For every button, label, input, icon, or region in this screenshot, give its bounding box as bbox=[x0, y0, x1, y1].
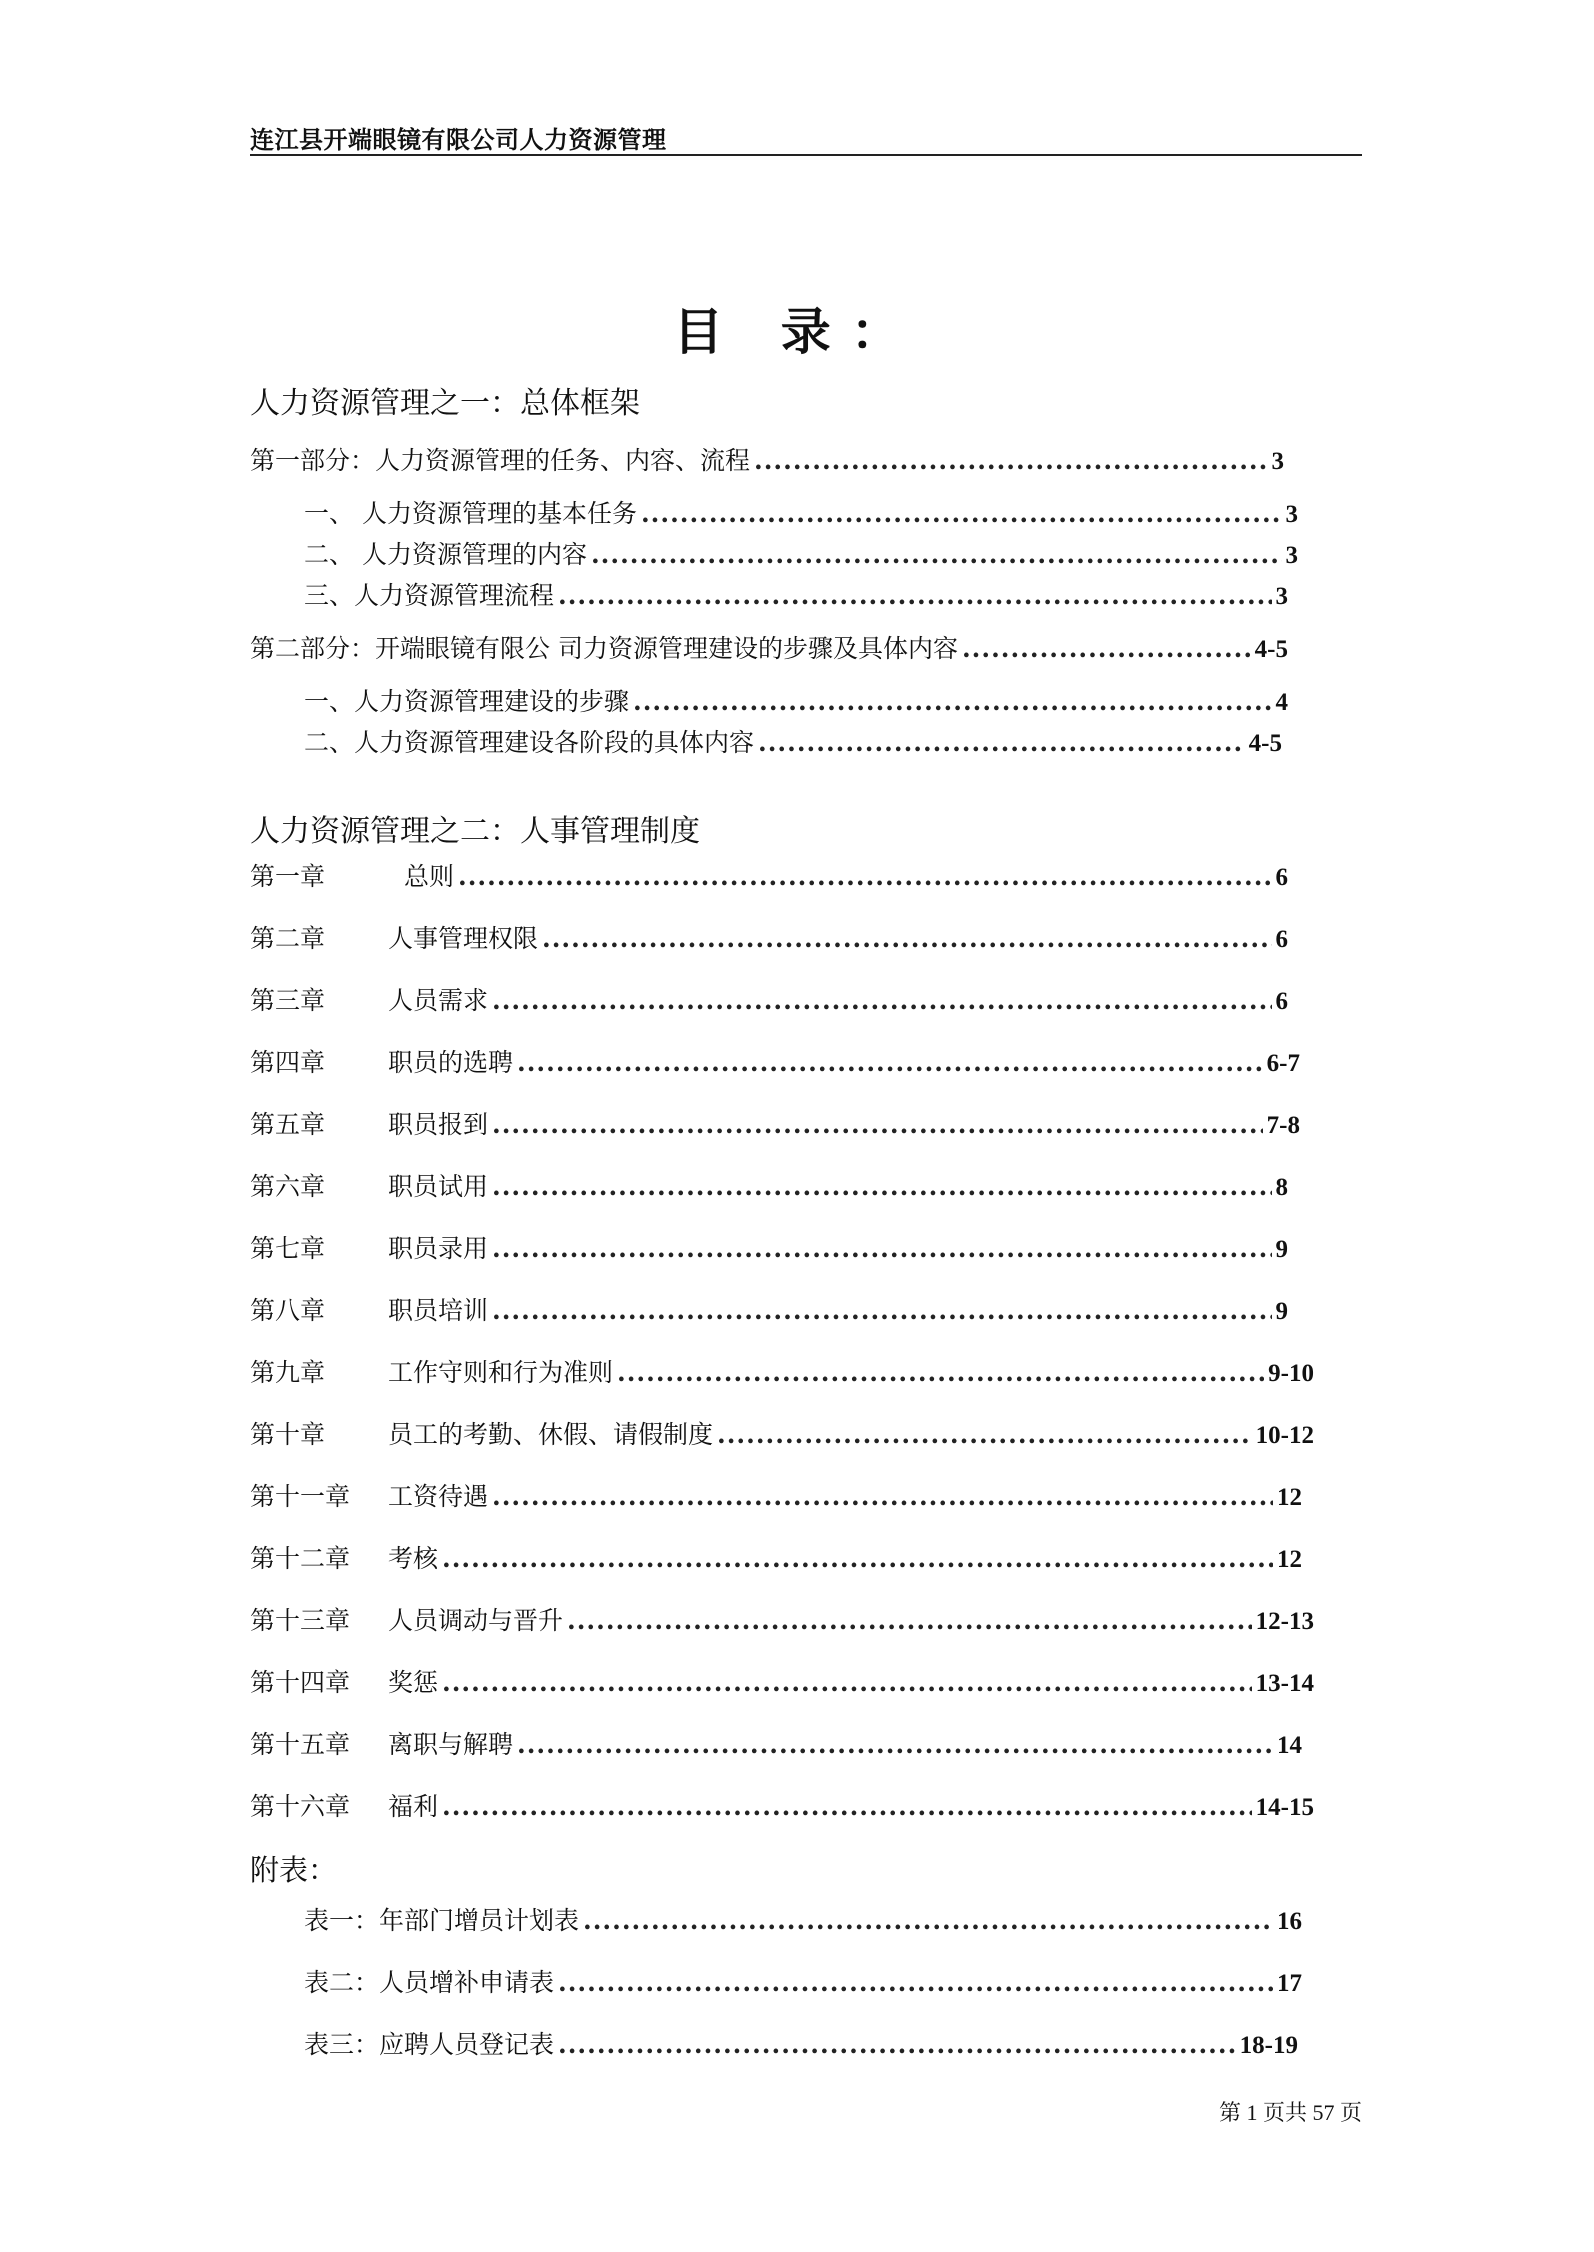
toc-entry-label: 第二部分：开端眼镜有限公 司力资源管理建设的步骤及具体内容 bbox=[250, 634, 958, 663]
toc-entry-page: 4-5 bbox=[1254, 636, 1288, 663]
chapter-number: 第七章 bbox=[250, 1234, 326, 1263]
chapter-entry[interactable] bbox=[250, 1232, 1288, 1266]
dot-leader bbox=[517, 1046, 1263, 1080]
chapter-title: 工资待遇 bbox=[388, 1482, 489, 1511]
dot-leader bbox=[458, 860, 1271, 894]
chapter-entry[interactable] bbox=[250, 860, 1288, 894]
chapter-number: 第五章 bbox=[250, 1110, 326, 1139]
dot-leader bbox=[492, 1108, 1263, 1142]
dot-leader bbox=[754, 444, 1267, 478]
toc-title: 目 录： bbox=[673, 302, 921, 361]
dot-leader bbox=[758, 726, 1245, 760]
dot-leader bbox=[542, 922, 1271, 956]
chapter-number: 第一章 bbox=[250, 862, 326, 891]
chapter-number: 第十章 bbox=[250, 1420, 326, 1449]
dot-leader bbox=[567, 1604, 1252, 1638]
dot-leader bbox=[492, 1480, 1273, 1514]
dot-leader bbox=[442, 1542, 1273, 1576]
dot-leader bbox=[442, 1666, 1252, 1700]
dot-leader bbox=[558, 579, 1271, 613]
dot-leader bbox=[492, 1294, 1271, 1328]
chapter-entry[interactable] bbox=[250, 1480, 1302, 1514]
chapter-page: 9 bbox=[1275, 1236, 1288, 1263]
chapter-title: 职员录用 bbox=[388, 1234, 489, 1263]
chapter-entry[interactable] bbox=[250, 1604, 1314, 1638]
page-header bbox=[250, 118, 1362, 156]
chapter-entry-label bbox=[250, 1108, 488, 1142]
chapter-page: 6 bbox=[1275, 926, 1288, 953]
part1-heading: 人力资源管理之一：总体框架 bbox=[250, 386, 640, 421]
chapter-number: 第八章 bbox=[250, 1296, 326, 1325]
toc-entry[interactable] bbox=[250, 632, 1288, 666]
chapter-entry[interactable] bbox=[250, 1294, 1288, 1328]
chapter-entry-label bbox=[250, 1170, 488, 1204]
toc-entry-label: 一、人力资源管理建设的步骤 bbox=[304, 687, 630, 716]
chapter-page: 10-12 bbox=[1255, 1422, 1314, 1449]
dot-leader bbox=[558, 2028, 1236, 2062]
chapter-page: 8 bbox=[1275, 1174, 1288, 1201]
chapter-entry-label bbox=[250, 1294, 488, 1328]
dot-leader bbox=[558, 1966, 1273, 2000]
toc-entry[interactable] bbox=[304, 579, 1288, 613]
toc-entry[interactable] bbox=[304, 726, 1282, 760]
chapter-entry[interactable] bbox=[250, 1790, 1314, 1824]
toc-entry-page: 3 bbox=[1271, 448, 1284, 475]
chapter-entry-label bbox=[250, 1418, 713, 1452]
chapter-title: 职员试用 bbox=[388, 1172, 489, 1201]
dot-leader bbox=[717, 1418, 1252, 1452]
chapter-number: 第十一章 bbox=[250, 1482, 351, 1511]
chapter-number: 第十三章 bbox=[250, 1606, 351, 1635]
appendix-entry-label: 表三：应聘人员登记表 bbox=[304, 2030, 555, 2059]
chapter-title: 职员的选聘 bbox=[388, 1048, 514, 1077]
dot-leader bbox=[492, 1232, 1271, 1266]
dot-leader bbox=[641, 497, 1282, 531]
chapter-page: 12-13 bbox=[1255, 1608, 1314, 1635]
chapter-entry[interactable] bbox=[250, 1418, 1314, 1452]
chapter-entry[interactable] bbox=[250, 1170, 1288, 1204]
chapter-title: 福利 bbox=[388, 1792, 439, 1821]
chapter-entry-label bbox=[250, 984, 488, 1018]
chapter-page: 6-7 bbox=[1266, 1050, 1300, 1077]
chapter-entry[interactable] bbox=[250, 1356, 1314, 1390]
chapter-number: 第三章 bbox=[250, 986, 326, 1015]
chapter-title: 人员需求 bbox=[388, 986, 489, 1015]
toc-entry-label: 三、人力资源管理流程 bbox=[304, 581, 555, 610]
chapter-number: 第六章 bbox=[250, 1172, 326, 1201]
chapter-entry-label bbox=[250, 1356, 613, 1390]
chapter-page: 6 bbox=[1275, 988, 1288, 1015]
toc-entry-label: 第一部分：人力资源管理的任务、内容、流程 bbox=[250, 446, 751, 475]
toc-entry[interactable] bbox=[250, 444, 1284, 478]
appendix-entry-page: 16 bbox=[1277, 1908, 1302, 1935]
chapter-page: 6 bbox=[1275, 864, 1288, 891]
chapter-page: 12 bbox=[1277, 1484, 1302, 1511]
chapter-entry-label bbox=[250, 860, 454, 894]
dot-leader bbox=[583, 1904, 1273, 1938]
chapter-page: 7-8 bbox=[1266, 1112, 1300, 1139]
chapter-entry[interactable] bbox=[250, 922, 1288, 956]
appendix-entry-page: 17 bbox=[1277, 1970, 1302, 1997]
toc-entry-page: 4-5 bbox=[1248, 730, 1282, 757]
part2-heading: 人力资源管理之二：人事管理制度 bbox=[250, 814, 700, 849]
chapter-entry[interactable] bbox=[250, 1728, 1302, 1762]
chapter-number: 第九章 bbox=[250, 1358, 326, 1387]
chapter-number: 第十五章 bbox=[250, 1730, 351, 1759]
dot-leader bbox=[617, 1356, 1264, 1390]
chapter-entry-label bbox=[250, 1480, 488, 1514]
header-title: 连江县开端眼镜有限公司人力资源管理 bbox=[250, 125, 667, 154]
toc-entry-label: 一、 人力资源管理的基本任务 bbox=[304, 499, 637, 528]
appendix-entry[interactable] bbox=[304, 1904, 1302, 1938]
dot-leader bbox=[492, 1170, 1271, 1204]
dot-leader bbox=[962, 632, 1251, 666]
chapter-page: 14-15 bbox=[1255, 1794, 1314, 1821]
chapter-title: 工作守则和行为准则 bbox=[388, 1358, 614, 1387]
appendix-entry[interactable] bbox=[304, 2028, 1298, 2062]
chapter-number: 第十六章 bbox=[250, 1792, 351, 1821]
toc-entry-label: 二、 人力资源管理的内容 bbox=[304, 540, 587, 569]
chapter-entry-label bbox=[250, 1046, 513, 1080]
chapter-title: 人员调动与晋升 bbox=[388, 1606, 564, 1635]
chapter-title: 员工的考勤、休假、请假制度 bbox=[388, 1420, 714, 1449]
toc-entry-page: 3 bbox=[1285, 542, 1298, 569]
chapter-entry-label bbox=[250, 1666, 438, 1700]
chapter-title: 总则 bbox=[404, 862, 455, 891]
chapter-number: 第十二章 bbox=[250, 1544, 351, 1573]
chapter-title: 职员培训 bbox=[388, 1296, 489, 1325]
page-footer: 第 1 页共 57 页 bbox=[1218, 2100, 1362, 2125]
toc-entry[interactable] bbox=[304, 497, 1298, 531]
chapter-entry[interactable] bbox=[250, 984, 1288, 1018]
appendix-entry[interactable] bbox=[304, 1966, 1302, 2000]
dot-leader bbox=[633, 685, 1271, 719]
chapter-page: 13-14 bbox=[1255, 1670, 1314, 1697]
chapter-number: 第二章 bbox=[250, 924, 326, 953]
chapter-title: 职员报到 bbox=[388, 1110, 489, 1139]
chapter-entry-label bbox=[250, 1232, 488, 1266]
chapter-entry-label bbox=[250, 1542, 438, 1576]
toc-entry-page: 3 bbox=[1275, 583, 1288, 610]
chapter-entry-label bbox=[250, 1728, 513, 1762]
toc-entry-page: 3 bbox=[1285, 501, 1298, 528]
chapter-page: 9-10 bbox=[1268, 1360, 1314, 1387]
toc-entry[interactable] bbox=[304, 685, 1288, 719]
appendix-heading: 附表： bbox=[250, 1853, 338, 1887]
toc-entry-page: 4 bbox=[1275, 689, 1288, 716]
appendix-entry-label: 表一：年部门增员计划表 bbox=[304, 1906, 580, 1935]
dot-leader bbox=[591, 538, 1282, 572]
chapter-page: 14 bbox=[1277, 1732, 1302, 1759]
dot-leader bbox=[442, 1790, 1252, 1824]
chapter-entry[interactable] bbox=[250, 1108, 1300, 1142]
dot-leader bbox=[517, 1728, 1273, 1762]
chapter-number: 第四章 bbox=[250, 1048, 326, 1077]
chapter-page: 9 bbox=[1275, 1298, 1288, 1325]
chapter-page: 12 bbox=[1277, 1546, 1302, 1573]
appendix-entry-label: 表二：人员增补申请表 bbox=[304, 1968, 555, 1997]
chapter-entry-label bbox=[250, 1790, 438, 1824]
chapter-number: 第十四章 bbox=[250, 1668, 351, 1697]
toc-entry-label: 二、人力资源管理建设各阶段的具体内容 bbox=[304, 728, 755, 757]
chapter-title: 离职与解聘 bbox=[388, 1730, 514, 1759]
chapter-entry[interactable] bbox=[250, 1666, 1314, 1700]
chapter-entry[interactable] bbox=[250, 1542, 1302, 1576]
chapter-title: 奖惩 bbox=[388, 1668, 439, 1697]
toc-entry[interactable] bbox=[304, 538, 1298, 572]
chapter-entry-label bbox=[250, 1604, 563, 1638]
dot-leader bbox=[492, 984, 1271, 1018]
chapter-entry-label bbox=[250, 922, 538, 956]
chapter-title: 考核 bbox=[388, 1544, 439, 1573]
chapter-title: 人事管理权限 bbox=[388, 924, 539, 953]
appendix-entry-page: 18-19 bbox=[1239, 2032, 1298, 2059]
chapter-entry[interactable] bbox=[250, 1046, 1300, 1080]
